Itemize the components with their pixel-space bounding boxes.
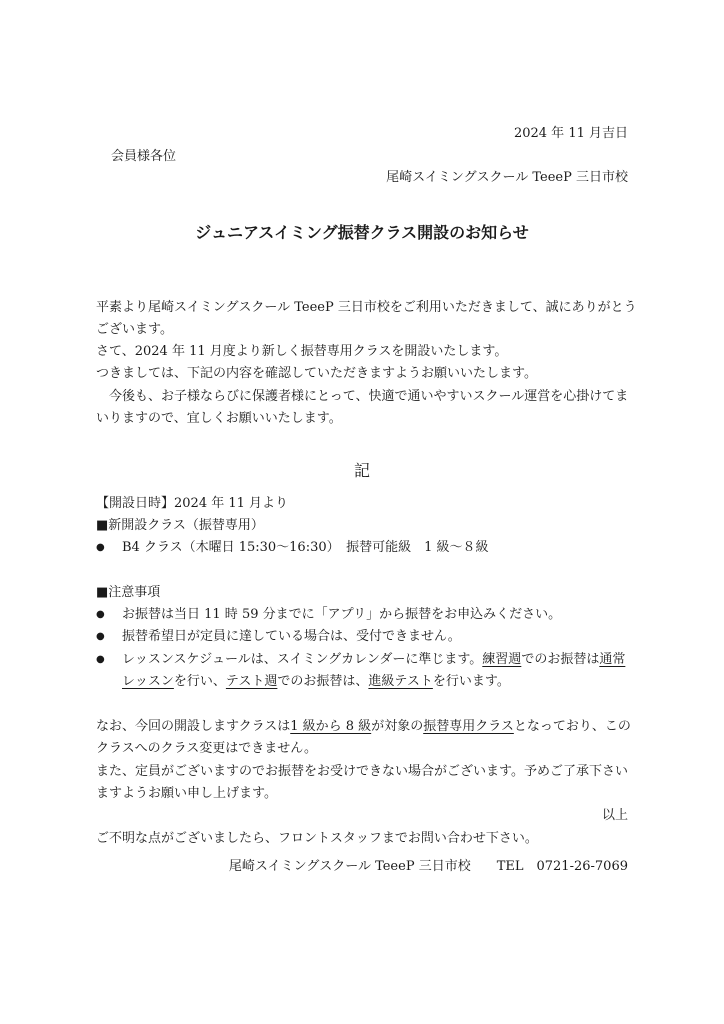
intro-line-6: いりますので、宜しくお願いいたします。 xyxy=(96,411,342,426)
note-2: 振替希望日が定員に達している場合は、受付できません。 xyxy=(122,629,461,644)
bullet-icon: ● xyxy=(96,631,105,642)
closing-line-4: ますようお願い申し上げます。 xyxy=(96,786,277,801)
new-class-heading: ■新開設クラス（振替専用） xyxy=(96,518,264,533)
ki-heading: 記 xyxy=(353,461,370,480)
closing-line-3: また、定員がございますのでお振替をお受けできない場合がございます。予めご了承下さい xyxy=(96,764,628,779)
grade-range-term: 1 級から 8 級 xyxy=(290,719,372,734)
ijo-mark: 以上 xyxy=(601,808,628,823)
document-title: ジュニアスイミング振替クラス開設のお知らせ xyxy=(195,223,529,242)
footer-contact: 尾崎スイミングスクール TeeeP 三日市校 TEL 0721-26-7069 xyxy=(228,859,628,874)
intro-line-5: 今後も、お子様ならびに保護者様にとって、快適で通いやすいスクール運営を心掛けてま xyxy=(96,389,629,404)
note-3-text: を行います。 xyxy=(432,674,510,689)
closing-line-1 xyxy=(96,717,631,737)
closing-line-2: クラスへのクラス変更はできません。 xyxy=(96,741,318,756)
class-item: B4 クラス（木曜日 15:30～16:30） 振替可能級 1 級～８級 xyxy=(122,540,489,555)
transfer-class-term: 振替専用クラス xyxy=(423,719,514,734)
contact-note: ご不明な点がございましたら、フロントスタッフまでお問い合わせ下さい。 xyxy=(96,831,538,846)
regular-term: 通常 xyxy=(599,652,626,667)
bullet-icon: ● xyxy=(96,609,105,620)
intro-line-3: さて、2024 年 11 月度より新しく振替専用クラスを開設いたします。 xyxy=(96,344,508,359)
sender-name: 尾崎スイミングスクール TeeeP 三日市校 xyxy=(386,170,628,185)
note-3-line-1 xyxy=(122,650,625,670)
note-3-line-2 xyxy=(122,672,510,692)
closing-text: が対象の xyxy=(371,719,424,734)
notes-heading: ■注意事項 xyxy=(96,585,161,600)
intro-line-2: ございます。 xyxy=(96,322,173,337)
note-3-text: レッスンスケジュールは、スイミングカレンダーに準じます。 xyxy=(122,652,483,667)
closing-text: なお、今回の開設しますクラスは xyxy=(96,719,291,734)
bullet-icon: ● xyxy=(96,654,105,665)
practice-week-term: 練習週 xyxy=(482,652,522,667)
note-3-text: を行い、 xyxy=(173,674,226,689)
bullet-icon: ● xyxy=(96,542,105,553)
lesson-term: レッスン xyxy=(122,674,174,689)
addressee: 会員様各位 xyxy=(111,149,177,164)
closing-text: となっており、この xyxy=(513,719,631,734)
note-3-text: でのお振替は xyxy=(521,652,600,667)
intro-line-4: つきましては、下記の内容を確認していただきますようお願いいたします。 xyxy=(96,366,537,381)
open-date: 【開設日時】2024 年 11 月より xyxy=(96,496,289,511)
promotion-test-term: 進級テスト xyxy=(368,674,433,689)
intro-line-1: 平素より尾崎スイミングスクール TeeeP 三日市校をご利用いただきまして、誠にありがとう xyxy=(96,300,637,315)
document-date: 2024 年 11 月吉日 xyxy=(513,126,628,141)
note-3-text: でのお振替は、 xyxy=(277,674,369,689)
test-week-term: テスト週 xyxy=(225,674,278,689)
note-1: お振替は当日 11 時 59 分までに「アプリ」から振替をお申込みください。 xyxy=(122,607,562,622)
